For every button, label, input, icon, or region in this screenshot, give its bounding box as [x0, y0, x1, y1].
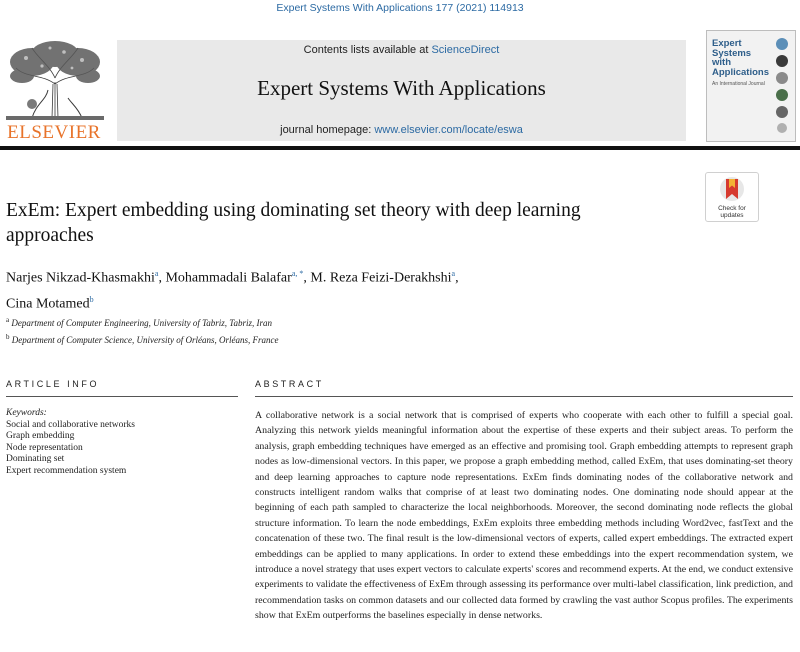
journal-citation[interactable]: Expert Systems With Applications 177 (2021) 114913 [276, 2, 524, 14]
abstract-heading: ABSTRACT [255, 379, 324, 389]
affiliation-mark: b [6, 333, 10, 341]
journal-homepage [117, 124, 686, 136]
article-info-heading: ARTICLE INFO [6, 379, 100, 389]
contents-availability [117, 44, 686, 56]
author-name[interactable]: Cina Motamed [6, 296, 90, 312]
affiliation-line [6, 330, 646, 347]
keyword-item: Graph embedding [6, 431, 75, 441]
author-affiliation-mark[interactable]: a [154, 269, 159, 278]
author-name[interactable]: Mohammadali Balafar [165, 270, 292, 286]
keyword-item: Dominating set [6, 454, 65, 464]
cover-icons-strip [773, 35, 791, 135]
author-affiliation-mark[interactable]: b [89, 294, 94, 304]
affiliations [6, 313, 646, 347]
contents-prefix: Contents lists available at [303, 44, 432, 56]
check-for-updates-badge[interactable] [705, 172, 759, 222]
affiliation-line [6, 313, 646, 330]
keyword-item: Social and collaborative networks [6, 419, 136, 430]
author-affiliation-mark[interactable]: a, * [291, 269, 304, 278]
abstract-rule [255, 396, 793, 397]
author-name[interactable]: Narjes Nikzad-Khasmakhi [6, 270, 155, 286]
affiliation-text: Department of Computer Engineering, University of Tabriz, Tabriz, Iran [11, 318, 272, 328]
affiliation-mark: a [6, 316, 10, 324]
tree-engraving-icon [2, 38, 108, 122]
affiliation-text: Department of Computer Science, University of Orléans, Orléans, France [11, 335, 279, 345]
publisher-wordmark: ELSEVIER [7, 122, 101, 143]
crossmark-label: Check for updates [718, 205, 746, 219]
keywords-label: Keywords: [6, 408, 47, 418]
author-list: Narjes Nikzad-Khasmakhi$^a$, Mohammadali Balafar$^{a, *}$, M. Reza Feizi-Derakhshi$^a$, Cina Motamed$^b$ [6, 269, 459, 312]
journal-title: Expert Systems With Applications [257, 76, 546, 100]
sciencedirect-link[interactable]: ScienceDirect [431, 44, 500, 56]
journal-masthead [117, 40, 686, 141]
homepage-prefix: journal homepage: [280, 124, 375, 136]
cover-title: Expert Systems with Applications [712, 38, 770, 78]
author-name[interactable]: M. Reza Feizi-Derakhshi [310, 270, 452, 286]
homepage-link[interactable]: www.elsevier.com/locate/eswa [374, 124, 523, 136]
article-info-rule [6, 396, 238, 397]
journal-cover-image [706, 30, 796, 142]
keyword-item: Expert recommendation system [6, 465, 127, 476]
keywords-block [6, 408, 236, 477]
keyword-item: Node representation [6, 442, 83, 453]
author-affiliation-mark[interactable]: a [451, 269, 456, 278]
cover-subtitle: An International Journal [712, 81, 765, 87]
article-title: ExEm: Expert embedding using dominating set theory with deep learning approaches [6, 200, 581, 246]
abstract-text: A collaborative network is a social network that is comprised of experts who cooperate with each other to fulfill a special goal. Analyzing this network yields meaningful information about the expertise of these experts and their subject areas. To perform the analysis, graph embedding techniques have emerged as an effective and promising tool. Graph embedding attempts to represent graph nodes as low-dimensional vectors. In this paper, we propose a graph embedding method, called ExEm, that uses dominating-set theory and deep learning approaches to capture node representations. ExEm finds dominating nodes of the collaborative network and constructs intelligent random walks that comprise of at least two dominating nodes. One dominating node should appear at the beginning of each path sampled to characterize the local neighborhoods. Moreover, the second dominating node reflects the global structure information. To learn the node embeddings, ExEm exploits three embedding methods including Word2vec, fastText and the concatenation of these two. The final result is the low-dimensional vectors of experts, called expert embeddings. The extracted expert embeddings can be applied to many applications. In order to extend these embeddings into the expert recommendation system, we introduce a novel strategy that uses expert vectors to calculate experts' scores and recommend experts. At the end, we conduct extensive experiments to validate the effectiveness of ExEm through assessing its performance over multi-label classification, link prediction, and recommendation tasks on common datasets and our collected data formed by crawling the vast author Scopus profiles. The experiments show that ExEm outperforms the baselines especially in dense networks. [255, 410, 793, 622]
crossmark-icon [706, 173, 758, 205]
header-divider [0, 146, 800, 150]
